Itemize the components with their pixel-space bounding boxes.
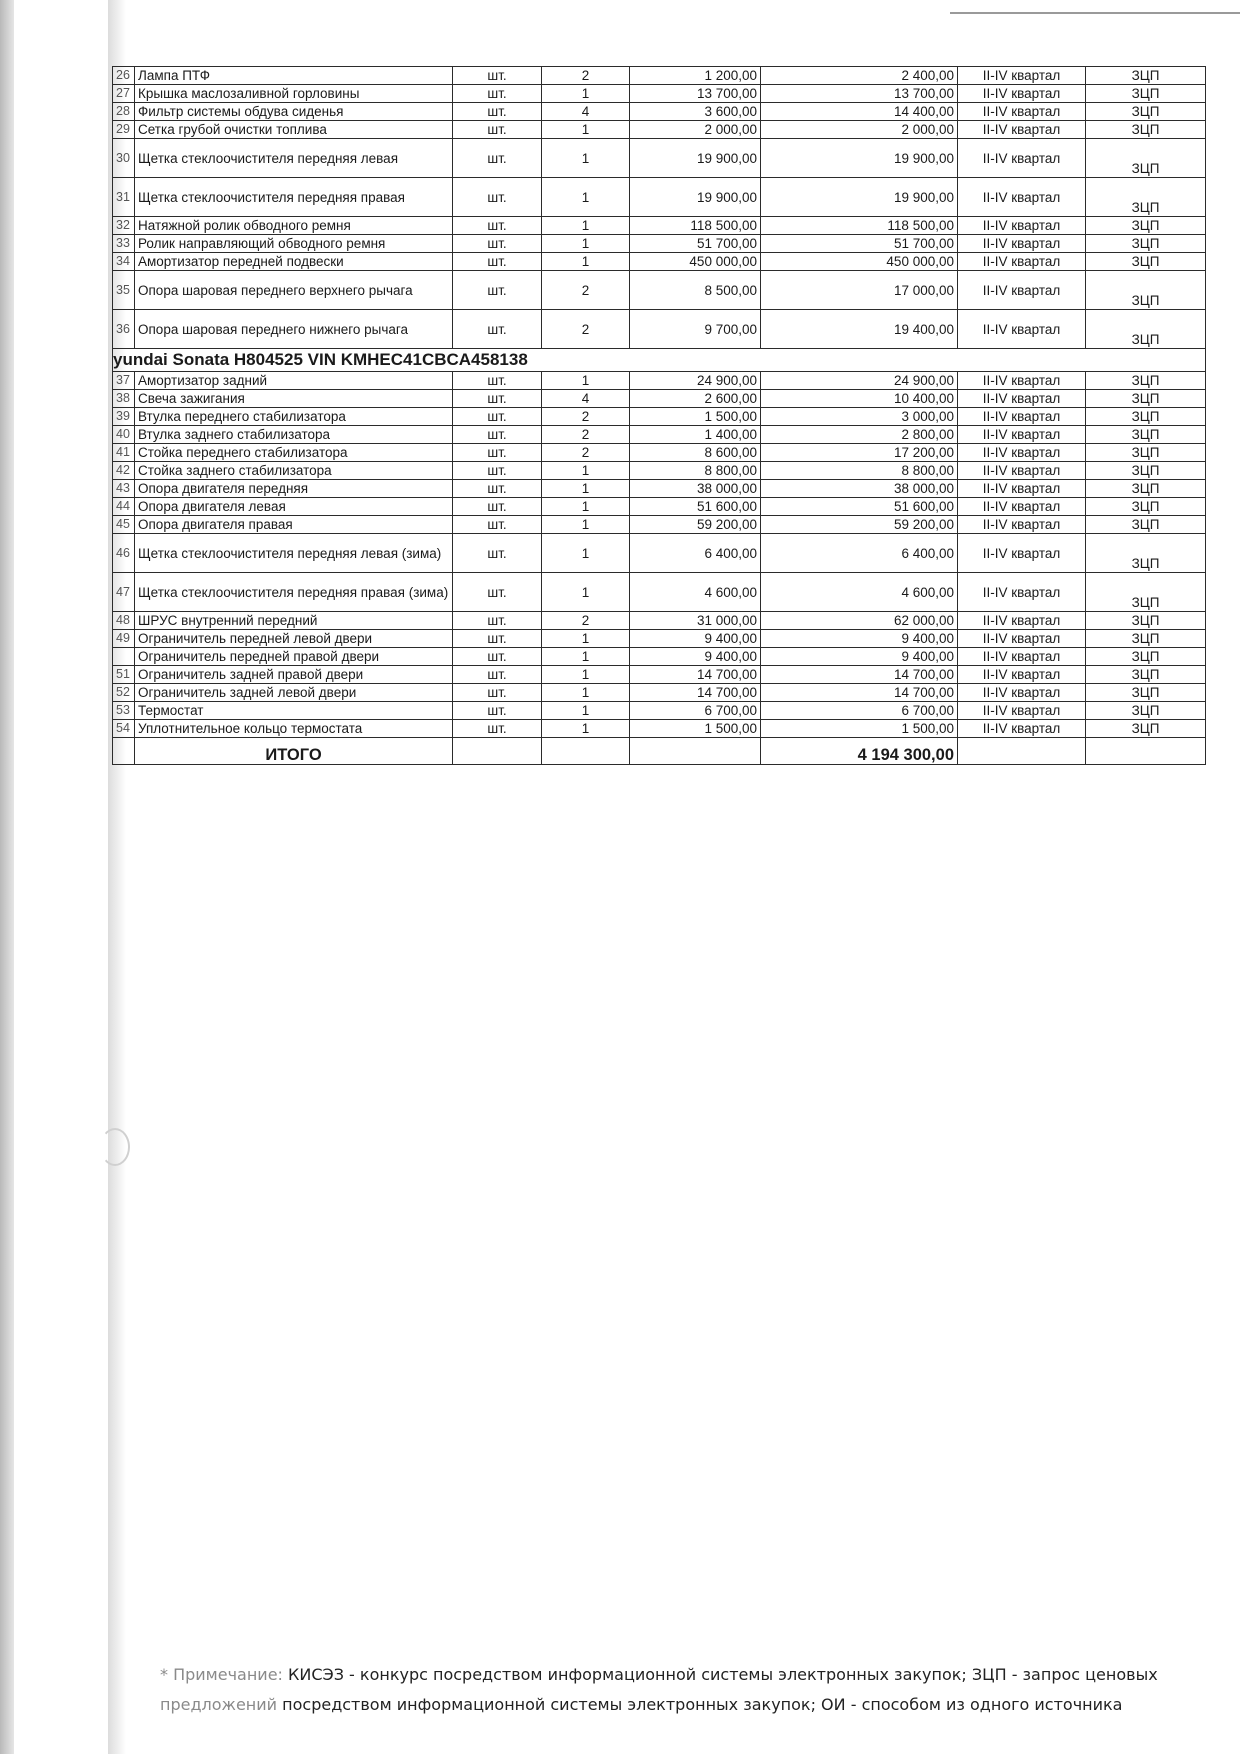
row-name: Стойка заднего стабилизатора bbox=[135, 462, 453, 480]
row-unit: шт. bbox=[453, 573, 542, 612]
row-name: Сетка грубой очистки топлива bbox=[135, 121, 453, 139]
row-number: 26 bbox=[113, 67, 135, 85]
row-method: ЗЦП bbox=[1086, 516, 1206, 534]
row-price: 24 900,00 bbox=[630, 372, 761, 390]
group-header-row bbox=[113, 349, 1206, 372]
table-row bbox=[113, 67, 1206, 85]
row-number: 43 bbox=[113, 480, 135, 498]
row-period: II-IV квартал bbox=[958, 534, 1086, 573]
row-number: 28 bbox=[113, 103, 135, 121]
row-number: 51 bbox=[113, 666, 135, 684]
row-price: 14 700,00 bbox=[630, 666, 761, 684]
row-sum: 4 600,00 bbox=[761, 573, 958, 612]
row-qty: 1 bbox=[542, 235, 630, 253]
row-price: 51 700,00 bbox=[630, 235, 761, 253]
row-period: II-IV квартал bbox=[958, 310, 1086, 349]
row-number: 31 bbox=[113, 178, 135, 217]
row-price: 1 500,00 bbox=[630, 408, 761, 426]
table-row bbox=[113, 444, 1206, 462]
row-method: ЗЦП bbox=[1086, 178, 1206, 217]
row-qty: 4 bbox=[542, 103, 630, 121]
row-unit: шт. bbox=[453, 684, 542, 702]
row-number: 33 bbox=[113, 235, 135, 253]
table-row bbox=[113, 684, 1206, 702]
row-method: ЗЦП bbox=[1086, 720, 1206, 738]
table-row bbox=[113, 372, 1206, 390]
row-method: ЗЦП bbox=[1086, 702, 1206, 720]
row-method: ЗЦП bbox=[1086, 121, 1206, 139]
row-number: 39 bbox=[113, 408, 135, 426]
table-row bbox=[113, 103, 1206, 121]
row-method: ЗЦП bbox=[1086, 612, 1206, 630]
row-price: 2 000,00 bbox=[630, 121, 761, 139]
row-qty: 4 bbox=[542, 390, 630, 408]
row-sum: 1 500,00 bbox=[761, 720, 958, 738]
row-number: 46 bbox=[113, 534, 135, 573]
row-sum: 24 900,00 bbox=[761, 372, 958, 390]
row-number: 42 bbox=[113, 462, 135, 480]
row-name: Ограничитель задней левой двери bbox=[135, 684, 453, 702]
row-sum: 59 200,00 bbox=[761, 516, 958, 534]
table-row bbox=[113, 648, 1206, 666]
row-sum: 10 400,00 bbox=[761, 390, 958, 408]
row-qty: 2 bbox=[542, 310, 630, 349]
row-period: II-IV квартал bbox=[958, 648, 1086, 666]
row-unit: шт. bbox=[453, 253, 542, 271]
row-name: Ограничитель задней правой двери bbox=[135, 666, 453, 684]
row-number: 29 bbox=[113, 121, 135, 139]
row-period: II-IV квартал bbox=[958, 666, 1086, 684]
row-number: 53 bbox=[113, 702, 135, 720]
row-sum: 13 700,00 bbox=[761, 85, 958, 103]
row-price: 1 200,00 bbox=[630, 67, 761, 85]
table-row bbox=[113, 516, 1206, 534]
table-row bbox=[113, 121, 1206, 139]
row-name: ШРУС внутренний передний bbox=[135, 612, 453, 630]
row-name: Стойка переднего стабилизатора bbox=[135, 444, 453, 462]
table-row bbox=[113, 573, 1206, 612]
row-name: Крышка маслозаливной горловины bbox=[135, 85, 453, 103]
row-price: 118 500,00 bbox=[630, 217, 761, 235]
row-qty: 1 bbox=[542, 121, 630, 139]
row-unit: шт. bbox=[453, 444, 542, 462]
row-qty: 1 bbox=[542, 217, 630, 235]
row-name: Амортизатор задний bbox=[135, 372, 453, 390]
row-name: Ролик направляющий обводного ремня bbox=[135, 235, 453, 253]
row-method: ЗЦП bbox=[1086, 426, 1206, 444]
row-price: 59 200,00 bbox=[630, 516, 761, 534]
row-method: ЗЦП bbox=[1086, 462, 1206, 480]
row-name: Опора двигателя передняя bbox=[135, 480, 453, 498]
row-number: 52 bbox=[113, 684, 135, 702]
row-qty: 1 bbox=[542, 178, 630, 217]
footnote-line2: посредством информационной системы электронных закупок; ОИ - способом из одного источника bbox=[277, 1695, 1123, 1714]
row-number: 49 bbox=[113, 630, 135, 648]
table-row bbox=[113, 666, 1206, 684]
row-unit: шт. bbox=[453, 720, 542, 738]
row-number: 48 bbox=[113, 612, 135, 630]
row-period: II-IV квартал bbox=[958, 103, 1086, 121]
row-price: 13 700,00 bbox=[630, 85, 761, 103]
row-unit: шт. bbox=[453, 235, 542, 253]
row-sum: 17 000,00 bbox=[761, 271, 958, 310]
row-price: 8 500,00 bbox=[630, 271, 761, 310]
row-method: ЗЦП bbox=[1086, 253, 1206, 271]
table-row bbox=[113, 139, 1206, 178]
binding-hole bbox=[100, 1128, 130, 1166]
row-period: II-IV квартал bbox=[958, 462, 1086, 480]
footnote-prefix2: предложений bbox=[160, 1695, 278, 1714]
row-number: 41 bbox=[113, 444, 135, 462]
row-name: Натяжной ролик обводного ремня bbox=[135, 217, 453, 235]
items-section-a bbox=[113, 67, 1206, 349]
total-num-cell bbox=[113, 738, 135, 765]
row-name: Щетка стеклоочистителя передняя левая bbox=[135, 139, 453, 178]
row-unit: шт. bbox=[453, 648, 542, 666]
total-label: ИТОГО bbox=[135, 738, 453, 765]
row-price: 31 000,00 bbox=[630, 612, 761, 630]
row-qty: 1 bbox=[542, 139, 630, 178]
page-edge bbox=[0, 0, 14, 1754]
row-qty: 1 bbox=[542, 85, 630, 103]
row-qty: 2 bbox=[542, 426, 630, 444]
row-name: Термостат bbox=[135, 702, 453, 720]
row-method: ЗЦП bbox=[1086, 408, 1206, 426]
row-sum: 51 700,00 bbox=[761, 235, 958, 253]
row-price: 14 700,00 bbox=[630, 684, 761, 702]
items-table bbox=[112, 66, 1206, 765]
table-row bbox=[113, 85, 1206, 103]
row-sum: 19 900,00 bbox=[761, 178, 958, 217]
row-period: II-IV квартал bbox=[958, 408, 1086, 426]
row-name: Щетка стеклоочистителя передняя левая (зима) bbox=[135, 534, 453, 573]
row-price: 8 600,00 bbox=[630, 444, 761, 462]
footnote-prefix: * Примечание: bbox=[160, 1665, 283, 1684]
row-price: 8 800,00 bbox=[630, 462, 761, 480]
row-name: Втулка переднего стабилизатора bbox=[135, 408, 453, 426]
row-name: Ограничитель передней левой двери bbox=[135, 630, 453, 648]
row-price: 51 600,00 bbox=[630, 498, 761, 516]
row-sum: 3 000,00 bbox=[761, 408, 958, 426]
table-row bbox=[113, 408, 1206, 426]
row-number: 44 bbox=[113, 498, 135, 516]
row-method: ЗЦП bbox=[1086, 372, 1206, 390]
row-period: II-IV квартал bbox=[958, 253, 1086, 271]
row-unit: шт. bbox=[453, 139, 542, 178]
row-unit: шт. bbox=[453, 372, 542, 390]
row-number: 34 bbox=[113, 253, 135, 271]
row-period: II-IV квартал bbox=[958, 684, 1086, 702]
total-blank-method bbox=[1086, 738, 1206, 765]
row-period: II-IV квартал bbox=[958, 480, 1086, 498]
table-row bbox=[113, 426, 1206, 444]
row-method: ЗЦП bbox=[1086, 271, 1206, 310]
row-sum: 14 700,00 bbox=[761, 684, 958, 702]
row-qty: 2 bbox=[542, 271, 630, 310]
row-method: ЗЦП bbox=[1086, 103, 1206, 121]
row-sum: 9 400,00 bbox=[761, 648, 958, 666]
table-row bbox=[113, 178, 1206, 217]
row-price: 6 700,00 bbox=[630, 702, 761, 720]
row-unit: шт. bbox=[453, 178, 542, 217]
row-qty: 2 bbox=[542, 408, 630, 426]
row-sum: 19 900,00 bbox=[761, 139, 958, 178]
row-method: ЗЦП bbox=[1086, 444, 1206, 462]
total-blank-price bbox=[630, 738, 761, 765]
total-value: 4 194 300,00 bbox=[761, 738, 958, 765]
row-qty: 1 bbox=[542, 516, 630, 534]
row-qty: 2 bbox=[542, 67, 630, 85]
row-name: Втулка заднего стабилизатора bbox=[135, 426, 453, 444]
row-name: Опора двигателя левая bbox=[135, 498, 453, 516]
table-row bbox=[113, 534, 1206, 573]
total-row bbox=[113, 738, 1206, 765]
row-qty: 2 bbox=[542, 612, 630, 630]
row-sum: 8 800,00 bbox=[761, 462, 958, 480]
row-unit: шт. bbox=[453, 271, 542, 310]
row-method: ЗЦП bbox=[1086, 235, 1206, 253]
footnote bbox=[160, 1660, 1200, 1720]
row-number: 47 bbox=[113, 573, 135, 612]
row-qty: 1 bbox=[542, 684, 630, 702]
row-name: Амортизатор передней подвески bbox=[135, 253, 453, 271]
row-method: ЗЦП bbox=[1086, 85, 1206, 103]
row-sum: 2 400,00 bbox=[761, 67, 958, 85]
row-qty: 1 bbox=[542, 480, 630, 498]
row-method: ЗЦП bbox=[1086, 630, 1206, 648]
row-name: Опора шаровая переднего верхнего рычага bbox=[135, 271, 453, 310]
row-unit: шт. bbox=[453, 85, 542, 103]
table-row bbox=[113, 630, 1206, 648]
row-qty: 1 bbox=[542, 498, 630, 516]
row-period: II-IV квартал bbox=[958, 720, 1086, 738]
row-unit: шт. bbox=[453, 426, 542, 444]
row-number: 37 bbox=[113, 372, 135, 390]
table-row bbox=[113, 612, 1206, 630]
row-sum: 62 000,00 bbox=[761, 612, 958, 630]
row-method: ЗЦП bbox=[1086, 498, 1206, 516]
row-unit: шт. bbox=[453, 516, 542, 534]
row-name: Лампа ПТФ bbox=[135, 67, 453, 85]
row-method: ЗЦП bbox=[1086, 573, 1206, 612]
total-section bbox=[113, 738, 1206, 765]
row-period: II-IV квартал bbox=[958, 702, 1086, 720]
row-unit: шт. bbox=[453, 702, 542, 720]
row-price: 9 400,00 bbox=[630, 648, 761, 666]
row-method: ЗЦП bbox=[1086, 534, 1206, 573]
group-section bbox=[113, 349, 1206, 372]
table-row bbox=[113, 310, 1206, 349]
row-period: II-IV квартал bbox=[958, 67, 1086, 85]
row-name: Ограничитель передней правой двери bbox=[135, 648, 453, 666]
table-row bbox=[113, 253, 1206, 271]
items-section-b bbox=[113, 372, 1206, 738]
row-sum: 19 400,00 bbox=[761, 310, 958, 349]
row-number: 36 bbox=[113, 310, 135, 349]
row-number: 32 bbox=[113, 217, 135, 235]
row-period: II-IV квартал bbox=[958, 235, 1086, 253]
table-row bbox=[113, 235, 1206, 253]
footnote-line1: КИСЭЗ - конкурс посредством информационной системы электронных закупок; ЗЦП - запрос ценовых bbox=[282, 1665, 1158, 1684]
row-price: 1 500,00 bbox=[630, 720, 761, 738]
row-qty: 1 bbox=[542, 253, 630, 271]
row-method: ЗЦП bbox=[1086, 480, 1206, 498]
table-row bbox=[113, 217, 1206, 235]
row-period: II-IV квартал bbox=[958, 444, 1086, 462]
row-period: II-IV квартал bbox=[958, 426, 1086, 444]
row-period: II-IV квартал bbox=[958, 573, 1086, 612]
row-sum: 14 400,00 bbox=[761, 103, 958, 121]
row-qty: 1 bbox=[542, 648, 630, 666]
row-unit: шт. bbox=[453, 630, 542, 648]
row-qty: 1 bbox=[542, 372, 630, 390]
total-blank-period bbox=[958, 738, 1086, 765]
row-method: ЗЦП bbox=[1086, 648, 1206, 666]
row-method: ЗЦП bbox=[1086, 684, 1206, 702]
row-price: 19 900,00 bbox=[630, 178, 761, 217]
total-blank-unit bbox=[453, 738, 542, 765]
row-name: Уплотнительное кольцо термостата bbox=[135, 720, 453, 738]
row-number: 45 bbox=[113, 516, 135, 534]
row-price: 19 900,00 bbox=[630, 139, 761, 178]
row-price: 9 400,00 bbox=[630, 630, 761, 648]
group-title: yundai Sonata H804525 VIN KMHEC41CBCA458138 bbox=[113, 349, 761, 372]
row-period: II-IV квартал bbox=[958, 178, 1086, 217]
row-name: Свеча зажигания bbox=[135, 390, 453, 408]
row-period: II-IV квартал bbox=[958, 85, 1086, 103]
row-qty: 1 bbox=[542, 720, 630, 738]
row-unit: шт. bbox=[453, 310, 542, 349]
row-sum: 6 400,00 bbox=[761, 534, 958, 573]
row-period: II-IV квартал bbox=[958, 372, 1086, 390]
row-unit: шт. bbox=[453, 666, 542, 684]
row-unit: шт. bbox=[453, 462, 542, 480]
row-name: Фильтр системы обдува сиденья bbox=[135, 103, 453, 121]
row-qty: 1 bbox=[542, 666, 630, 684]
row-qty: 1 bbox=[542, 630, 630, 648]
row-number: 40 bbox=[113, 426, 135, 444]
table-row bbox=[113, 271, 1206, 310]
table-row bbox=[113, 720, 1206, 738]
row-method: ЗЦП bbox=[1086, 67, 1206, 85]
row-period: II-IV квартал bbox=[958, 390, 1086, 408]
row-period: II-IV квартал bbox=[958, 516, 1086, 534]
row-qty: 1 bbox=[542, 702, 630, 720]
row-number bbox=[113, 648, 135, 666]
row-number: 38 bbox=[113, 390, 135, 408]
row-sum: 14 700,00 bbox=[761, 666, 958, 684]
table-row bbox=[113, 498, 1206, 516]
row-sum: 2 800,00 bbox=[761, 426, 958, 444]
row-sum: 6 700,00 bbox=[761, 702, 958, 720]
row-unit: шт. bbox=[453, 480, 542, 498]
row-sum: 51 600,00 bbox=[761, 498, 958, 516]
row-price: 450 000,00 bbox=[630, 253, 761, 271]
row-sum: 17 200,00 bbox=[761, 444, 958, 462]
row-unit: шт. bbox=[453, 534, 542, 573]
row-period: II-IV квартал bbox=[958, 498, 1086, 516]
row-qty: 2 bbox=[542, 444, 630, 462]
row-unit: шт. bbox=[453, 390, 542, 408]
table-row bbox=[113, 462, 1206, 480]
row-price: 4 600,00 bbox=[630, 573, 761, 612]
row-price: 38 000,00 bbox=[630, 480, 761, 498]
row-period: II-IV квартал bbox=[958, 630, 1086, 648]
row-price: 6 400,00 bbox=[630, 534, 761, 573]
row-method: ЗЦП bbox=[1086, 217, 1206, 235]
row-period: II-IV квартал bbox=[958, 217, 1086, 235]
row-sum: 118 500,00 bbox=[761, 217, 958, 235]
row-sum: 450 000,00 bbox=[761, 253, 958, 271]
row-period: II-IV квартал bbox=[958, 121, 1086, 139]
row-qty: 1 bbox=[542, 462, 630, 480]
row-period: II-IV квартал bbox=[958, 139, 1086, 178]
row-number: 30 bbox=[113, 139, 135, 178]
row-sum: 2 000,00 bbox=[761, 121, 958, 139]
row-price: 1 400,00 bbox=[630, 426, 761, 444]
row-unit: шт. bbox=[453, 408, 542, 426]
row-price: 2 600,00 bbox=[630, 390, 761, 408]
row-period: II-IV квартал bbox=[958, 612, 1086, 630]
row-qty: 1 bbox=[542, 534, 630, 573]
row-unit: шт. bbox=[453, 217, 542, 235]
row-qty: 1 bbox=[542, 573, 630, 612]
row-price: 3 600,00 bbox=[630, 103, 761, 121]
row-name: Опора двигателя правая bbox=[135, 516, 453, 534]
scan-top-line bbox=[950, 12, 1240, 14]
row-period: II-IV квартал bbox=[958, 271, 1086, 310]
row-unit: шт. bbox=[453, 612, 542, 630]
row-number: 54 bbox=[113, 720, 135, 738]
row-unit: шт. bbox=[453, 67, 542, 85]
row-method: ЗЦП bbox=[1086, 390, 1206, 408]
row-unit: шт. bbox=[453, 121, 542, 139]
row-method: ЗЦП bbox=[1086, 310, 1206, 349]
row-sum: 38 000,00 bbox=[761, 480, 958, 498]
row-name: Опора шаровая переднего нижнего рычага bbox=[135, 310, 453, 349]
table-row bbox=[113, 702, 1206, 720]
row-number: 27 bbox=[113, 85, 135, 103]
table-row bbox=[113, 480, 1206, 498]
row-number: 35 bbox=[113, 271, 135, 310]
row-unit: шт. bbox=[453, 498, 542, 516]
row-name: Щетка стеклоочистителя передняя правая bbox=[135, 178, 453, 217]
row-price: 9 700,00 bbox=[630, 310, 761, 349]
row-method: ЗЦП bbox=[1086, 666, 1206, 684]
group-blank bbox=[761, 349, 1206, 372]
total-blank-qty bbox=[542, 738, 630, 765]
table-row bbox=[113, 390, 1206, 408]
row-sum: 9 400,00 bbox=[761, 630, 958, 648]
row-unit: шт. bbox=[453, 103, 542, 121]
row-method: ЗЦП bbox=[1086, 139, 1206, 178]
row-name: Щетка стеклоочистителя передняя правая (зима) bbox=[135, 573, 453, 612]
